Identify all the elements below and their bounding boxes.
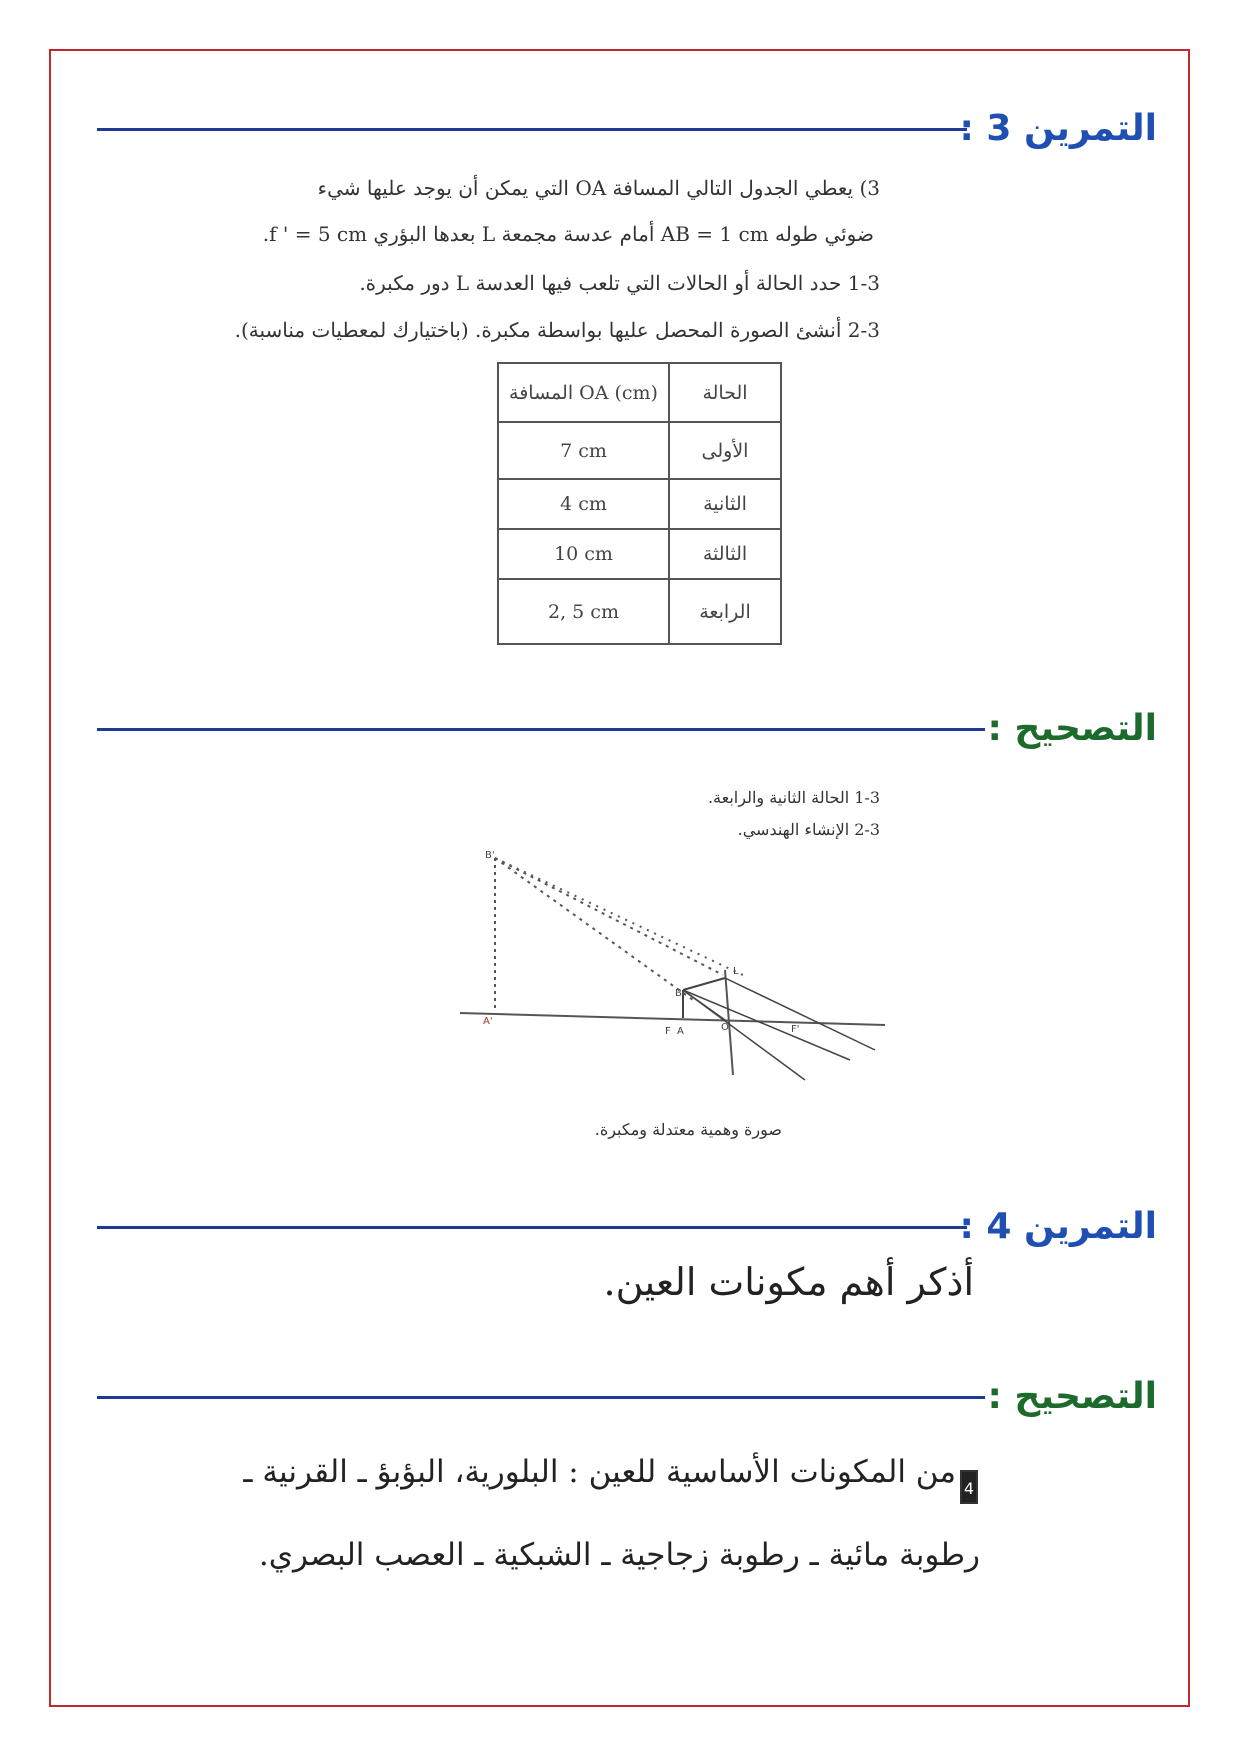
virtual-ray (495, 858, 745, 976)
cell-distance: 10 cm (498, 529, 669, 579)
table-row (498, 422, 781, 479)
correction4-heading-text: التصحيح : (987, 1376, 1157, 1417)
table-header-row (498, 363, 781, 422)
label-image-base: A' (483, 1016, 493, 1027)
ray (683, 978, 725, 990)
heading-rule (97, 128, 967, 131)
exercise3-heading: التمرين 3 : (959, 108, 1157, 149)
bullet-icon: 4 (960, 1470, 978, 1504)
label-lens: L (733, 966, 739, 977)
statement-line: ضوئي طوله AB = 1 cm أمام عدسة مجمعة L بعدها البؤري f ' = 5 cm. (262, 222, 874, 246)
cell-case: الثانية (669, 479, 781, 529)
correction3-heading-row (97, 704, 1157, 754)
exercise4-question: أذكر أهم مكونات العين. (603, 1260, 974, 1304)
label-object-base: A (677, 1026, 684, 1037)
label-center: O (721, 1022, 729, 1033)
heading-rule (97, 728, 985, 731)
correction3-heading (987, 704, 1157, 754)
heading-rule (97, 1396, 985, 1399)
diagram-caption: صورة وهمية معتدلة ومكبرة. (594, 1120, 782, 1139)
cell-distance: 4 cm (498, 479, 669, 529)
answer-line: 2-3 الإنشاء الهندسي. (737, 820, 880, 839)
answer-line: 1-3 الحالة الثانية والرابعة. (707, 788, 880, 807)
label-focal: F (665, 1026, 671, 1037)
label-object-top: B (675, 988, 682, 999)
cell-case: الرابعة (669, 579, 781, 644)
ray-diagram (455, 850, 895, 1090)
header-case: الحالة (669, 363, 781, 422)
ray (683, 990, 850, 1060)
label-focal-image: F' (791, 1024, 800, 1035)
optical-axis (460, 1013, 885, 1025)
cell-case: الأولى (669, 422, 781, 479)
cell-distance: 7 cm (498, 422, 669, 479)
statement-line: 3) يعطي الجدول التالي المسافة OA التي يمكن أن يوجد عليها شيء (317, 176, 880, 200)
cell-case: الثالثة (669, 529, 781, 579)
answer-line: من المكونات الأساسية للعين : البلورية، البؤبؤ ـ القرنية ـ (243, 1454, 956, 1490)
virtual-ray (495, 858, 723, 975)
cell-distance: 2, 5 cm (498, 579, 669, 644)
exercise4-heading: التمرين 4 : (959, 1206, 1157, 1247)
label-image-top: B' (485, 850, 495, 861)
table-row (498, 529, 781, 579)
table-row (498, 579, 781, 644)
correction4-heading-row (97, 1372, 1157, 1422)
statement-line: 2-3 أنشئ الصورة المحصل عليها بواسطة مكبرة. (باختيارك لمعطيات مناسبة). (234, 318, 880, 342)
virtual-ray (495, 858, 693, 1000)
exercise3-heading-row (97, 104, 1157, 154)
correction4-heading (987, 1372, 1157, 1422)
table-row (498, 479, 781, 529)
statement-line: 1-3 حدد الحالة أو الحالات التي تلعب فيها العدسة L دور مكبرة. (359, 271, 880, 295)
correction3-heading-text: التصحيح : (987, 708, 1157, 749)
heading-rule (97, 1226, 967, 1229)
header-distance: المسافة OA (cm) (498, 363, 669, 422)
distance-table (497, 362, 782, 645)
exercise4-heading-row (97, 1202, 1157, 1252)
answer-line: رطوبة مائية ـ رطوبة زجاجية ـ الشبكية ـ العصب البصري. (258, 1537, 980, 1573)
